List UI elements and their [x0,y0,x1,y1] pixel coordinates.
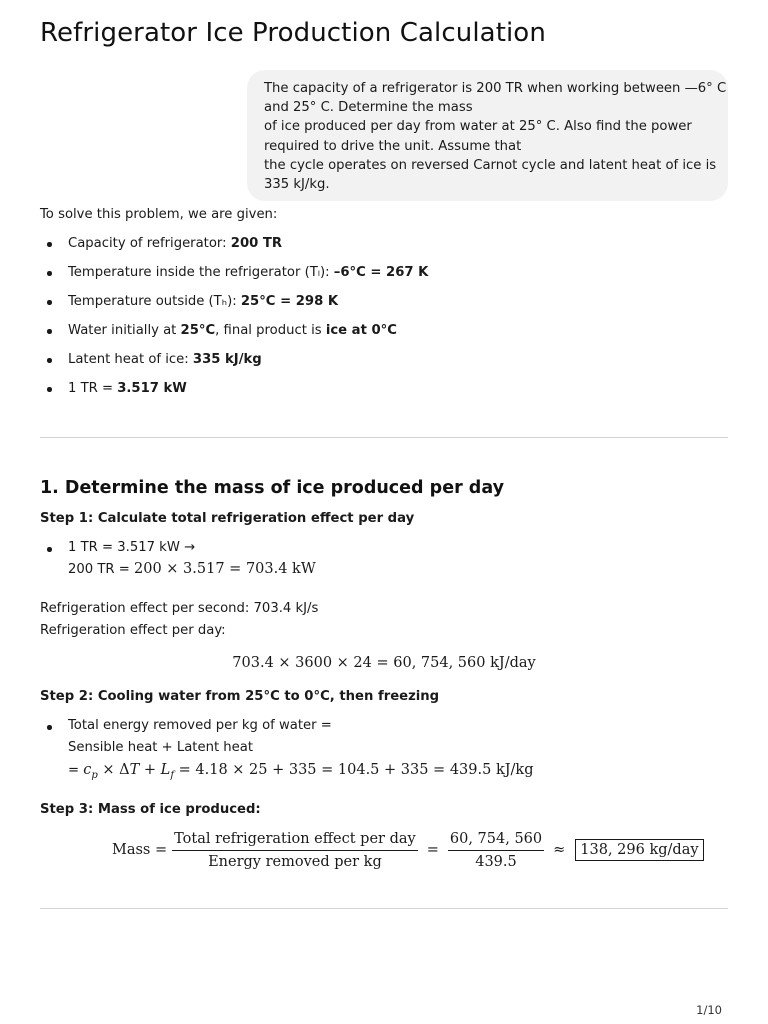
given-label: 1 TR = [68,381,118,396]
prompt-line: The capacity of a refrigerator is 200 TR when working between —6° C [264,81,727,96]
given-item [40,322,428,351]
step2-math [83,762,534,781]
prompt-line: 335 kJ/kg. [264,177,330,193]
step3-title: Step 3: Mass of ice produced: [40,802,261,817]
given-value: ice at 0°C [325,323,397,338]
given-item [40,235,428,264]
page-number: 1/10 [696,1003,722,1017]
given-value: 335 kJ/kg [192,352,262,367]
given-label: Water initially at [68,323,181,338]
bullet-dot [47,547,52,552]
math-Lf: L [160,762,171,778]
bullet-dot [47,725,52,730]
divider [40,908,728,909]
math-Lf-sub: f [170,769,175,781]
given-mid: , final product is [215,323,326,338]
fraction-definition [172,830,418,871]
step2-line3 [68,762,534,781]
step1-line2-math: 200 × 3.517 = 703.4 kW [134,561,316,577]
mass-equation [112,828,704,872]
given-item [40,264,428,293]
given-value: –6°C = 267 K [333,265,429,280]
math-plus: + [139,762,161,778]
given-item [40,293,428,322]
math-cp: c [83,762,92,778]
prompt-line: of ice produced per day from water at 25° C. Also find the power [264,119,692,135]
intro-text: To solve this problem, we are given: [40,207,278,222]
per-day-text: Refrigeration effect per day: [40,623,226,638]
fraction-numerator: 60, 754, 560 [448,830,544,851]
section-heading: 1. Determine the mass of ice produced per day [40,478,504,498]
prompt-bubble [247,70,728,201]
fraction-denominator: 439.5 [475,853,517,870]
daily-effect-equation: 703.4 × 3600 × 24 = 60, 754, 560 kJ/day [232,655,536,671]
prompt-line: the cycle operates on reversed Carnot cycle and latent heat of ice is [264,157,717,173]
given-label: Temperature outside (Tₕ): [68,294,241,309]
step2-line2: Sensible heat + Latent heat [68,740,254,755]
given-item [40,351,428,380]
page-title: Refrigerator Ice Production Calculation [40,18,546,48]
mass-lhs: Mass = [112,842,168,858]
given-label: Temperature inside the refrigerator (Tₗ): [68,265,334,280]
math-times: × Δ [97,762,130,778]
fraction-denominator: Energy removed per kg [208,853,382,870]
step1-line2 [68,561,316,577]
step2-title: Step 2: Cooling water from 25°C to 0°C, then freezing [40,689,440,704]
given-item [40,380,428,409]
equals-sign: = [426,842,439,858]
given-label: Latent heat of ice: [68,352,193,367]
given-value: 200 TR [230,236,283,251]
step1-line2-text: 200 TR = [68,562,135,577]
fraction-numerator: Total refrigeration effect per day [172,830,418,851]
prompt-line: and 25° C. Determine the mass [264,100,473,116]
math-rest: = 4.18 × 25 + 335 = 104.5 + 335 = 439.5 kJ/kg [174,762,534,778]
per-second-text: Refrigeration effect per second: 703.4 kJ/s [40,601,319,616]
step1-line1: 1 TR = 3.517 kW → [68,540,196,555]
given-value: 3.517 kW [117,381,187,396]
result-box: 138, 296 kg/day [575,839,703,861]
given-label: Capacity of refrigerator: [68,236,231,251]
step2-prefix: = [68,763,84,778]
approx-sign: ≈ [553,842,566,858]
step2-line1: Total energy removed per kg of water = [68,718,332,733]
step1-title: Step 1: Calculate total refrigeration effect per day [40,511,415,526]
fraction-values [448,830,544,871]
math-cp-sub: p [91,769,98,781]
divider [40,437,728,438]
given-list [40,235,428,409]
given-value: 25°C [180,323,216,338]
given-value: 25°C = 298 K [240,294,339,309]
prompt-line: required to drive the unit. Assume that [264,138,522,154]
math-T: T [129,762,140,778]
